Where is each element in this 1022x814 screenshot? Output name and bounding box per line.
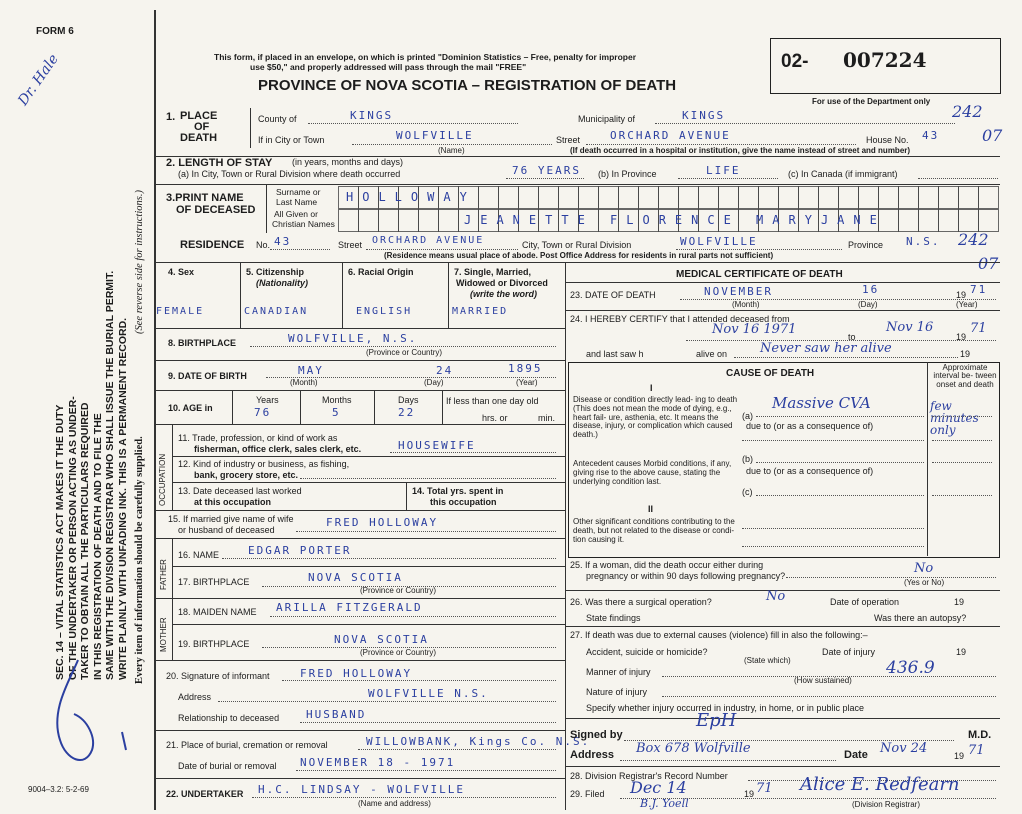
attended-to-value: Nov 16: [886, 320, 934, 335]
department-code-4: 07: [978, 254, 999, 273]
burial-date-value: NOVEMBER 18 - 1971: [300, 756, 456, 769]
city-value: WOLFVILLE: [396, 129, 474, 142]
mailing-note-2: use $50," and properly addressed will pass through the mail "FREE": [250, 62, 527, 72]
other-conditions-instructions: Other significant conditions contributing to the death, but not related to the disease or condi- tion causing it.: [573, 517, 735, 544]
margin-note: Dr. Hale: [15, 51, 62, 109]
residence-street-value: ORCHARD AVENUE: [372, 235, 485, 246]
place-of-death-heading: PLACE: [180, 110, 218, 122]
pregnancy-value: No: [914, 561, 934, 576]
instructions-note: (See reverse side for instructions.): [134, 190, 145, 334]
filed-date-value: Dec 14: [630, 778, 687, 797]
death-year-value: 71: [970, 283, 988, 296]
given-names-value: JEANETTE FLORENCE MARYJANE: [464, 213, 886, 227]
mailing-note-1: This form, if placed in an envelope, on which is printed "Dominion Statistics – Free, penalty for improper: [214, 52, 637, 62]
occupation-label: OCCUPATION: [158, 453, 167, 506]
department-use-note: For use of the Department only: [812, 97, 931, 106]
registration-number-box: [770, 38, 1001, 94]
burial-place-value: WILLOWBANK, Kings Co. N.S.: [366, 735, 591, 748]
undertaker-value: H.C. LINDSAY - WOLFVILLE: [258, 783, 465, 796]
careful-supply-note: Every item of information should be carefully supplied.: [134, 436, 145, 684]
physician-year-value: 71: [968, 743, 985, 758]
residence-province-value: N.S.: [906, 235, 941, 248]
residence-heading: RESIDENCE: [180, 239, 245, 251]
margin-initial-signature: [30, 650, 140, 780]
father-name-value: EDGAR PORTER: [248, 544, 352, 557]
filed-year-value: 71: [756, 781, 773, 796]
relationship-value: HUSBAND: [306, 708, 367, 721]
filed-by-value: B.J. Yoell: [640, 797, 689, 810]
sex-value: FEMALE: [156, 306, 205, 317]
spouse-value: FRED HOLLOWAY: [326, 516, 439, 529]
dob-year-value: 1895: [508, 362, 543, 375]
manner-code-value: 436.9: [886, 658, 935, 678]
print-name-heading: 3.PRINT NAME: [166, 192, 244, 204]
cause-a-value: Massive CVA: [772, 394, 871, 412]
stay-city-value: 76 YEARS: [512, 164, 581, 177]
registration-number: 007224: [843, 48, 927, 72]
mother-birthplace-value: NOVA SCOTIA: [334, 633, 429, 646]
form-title: PROVINCE OF NOVA SCOTIA – REGISTRATION OF DEATH: [258, 77, 677, 94]
age-days-value: 22: [398, 406, 416, 419]
attended-from-value: Nov 16 1971: [712, 322, 797, 337]
trade-value: HOUSEWIFE: [398, 439, 476, 452]
death-month-value: NOVEMBER: [704, 285, 773, 298]
physician-address-value: Box 678 Wolfville: [636, 741, 751, 756]
medical-certificate-heading: MEDICAL CERTIFICATE OF DEATH: [676, 269, 843, 280]
surgery-value: No: [766, 589, 786, 604]
residence-city-value: WOLFVILLE: [680, 235, 758, 248]
informant-address-value: WOLFVILLE N.S.: [368, 687, 489, 700]
physician-date-value: Nov 24: [880, 741, 928, 756]
racial-origin-value: ENGLISH: [356, 306, 413, 317]
form-label: FORM 6: [36, 26, 74, 37]
father-label: FATHER: [159, 559, 168, 590]
last-saw-value: Never saw her alive: [760, 341, 892, 356]
dob-day-value: 24: [436, 364, 454, 377]
department-code-1: 242: [952, 102, 983, 121]
citizenship-value: CANADIAN: [244, 306, 309, 317]
length-of-stay-heading: 2. LENGTH OF STAY: [166, 157, 273, 169]
registration-prefix: 02-: [781, 51, 809, 72]
marital-status-value: MARRIED: [452, 306, 509, 317]
street-value: ORCHARD AVENUE: [610, 129, 731, 142]
residence-number-value: 43: [274, 235, 292, 248]
age-months-value: 5: [332, 406, 341, 419]
county-value: KINGS: [350, 109, 394, 122]
disease-instructions: Disease or condition directly lead- ing to death (This does not mean the mode of dying, e.g., heart fail- ure, asthenia, etc. It means the disease, injury, or complication which caused death.): [573, 395, 738, 440]
surname-value: HOLLOWAY: [346, 190, 476, 204]
age-years-value: 76: [254, 406, 272, 419]
signed-by-value: EpH: [696, 710, 737, 731]
dob-month-value: MAY: [298, 364, 324, 377]
stay-province-value: LIFE: [706, 164, 741, 177]
father-birthplace-value: NOVA SCOTIA: [308, 571, 403, 584]
house-number-value: 43: [922, 129, 940, 142]
statutory-side-text: SEC. 14 – VITAL STATISTICS ACT MAKES IT THE DUTY OF THE UNDERTAKER OR PERSON ACTING AS UNDER- TAKER TO OBTAIN ALL THE PARTICULARS REQUIRED IN THIS REGISTRATION OF DEATH AND TO FILE THE SAME WITH THE DIVISION REGISTRAR WHO SHALL ISSUE THE BURIAL PERMIT. WRITE PLAINLY WITH UNFADING INK. THIS IS A PERMANENT RECORD.: [54, 270, 129, 680]
informant-value: FRED HOLLOWAY: [300, 667, 413, 680]
municipality-value: KINGS: [682, 109, 726, 122]
birthplace-value: WOLFVILLE, N.S.: [288, 332, 418, 345]
antecedent-instructions: Antecedent causes Morbid conditions, if any, giving rise to the above cause, stating the underlying condition last.: [573, 459, 732, 486]
mother-label: MOTHER: [159, 617, 168, 652]
registrar-signature: Alice E. Redfearn: [800, 774, 960, 795]
death-day-value: 16: [862, 283, 880, 296]
attended-to-year-value: 71: [970, 321, 987, 336]
mother-name-value: ARILLA FITZGERALD: [276, 601, 423, 614]
interval-value: few minutes only: [930, 399, 979, 437]
department-code-3: 242: [958, 230, 989, 249]
print-code: 9004–3.2: 5-2-69: [28, 785, 89, 794]
department-code-2: 07: [982, 126, 1003, 145]
